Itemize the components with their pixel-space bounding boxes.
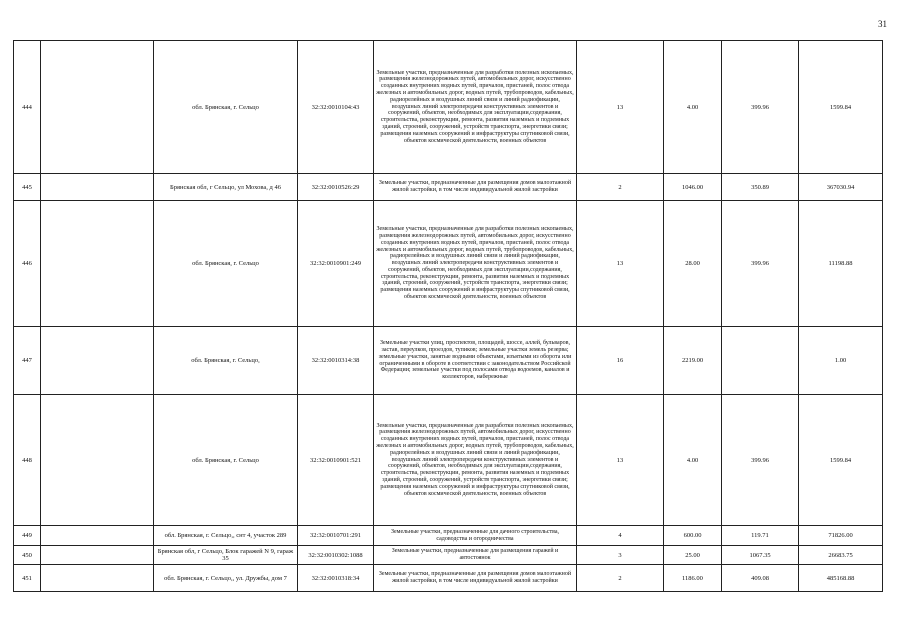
empty-cell bbox=[41, 526, 154, 546]
empty-cell bbox=[41, 546, 154, 565]
table-row bbox=[14, 41, 883, 174]
address-cell: обл. Брянская, г. Сельцо,, снт 4, участок 289 bbox=[154, 526, 298, 546]
empty-cell bbox=[41, 201, 154, 327]
permitted-use-cell: Земельные участки, предназначенные для размещения гаражей и автостоянок bbox=[374, 546, 577, 565]
cadastral-value-cell: 71826.00 bbox=[799, 526, 883, 546]
cadastral-value-cell: 26683.75 bbox=[799, 546, 883, 565]
specific-value-cell bbox=[722, 327, 799, 395]
specific-value-cell: 119.71 bbox=[722, 526, 799, 546]
use-group-code-cell: 2 bbox=[577, 174, 664, 201]
cadastral-number-cell: 32:32:0010901:521 bbox=[298, 395, 374, 526]
cadastral-value-cell: 367030.94 bbox=[799, 174, 883, 201]
address-cell: обл. Брянская, г. Сельцо,, ул. Дружбы, дом 7 bbox=[154, 565, 298, 592]
area-cell: 25.00 bbox=[664, 546, 722, 565]
table-row bbox=[14, 526, 883, 546]
row-number: 450 bbox=[14, 546, 41, 565]
cadastral-value-cell: 11198.88 bbox=[799, 201, 883, 327]
use-group-code-cell: 13 bbox=[577, 201, 664, 327]
specific-value-cell: 1067.35 bbox=[722, 546, 799, 565]
permitted-use-cell: Земельные участки, предназначенные для размещения домов малоэтажной жилой застройки, в том числе индивидуальной жилой застройки bbox=[374, 174, 577, 201]
permitted-use-cell: Земельные участки, предназначенные для разработки полезных ископаемых, размещения железнодорожных путей, автомобильных дорог, искусственно созданных внутренних водных путей, причалов, пристаней, полос отвода железных и автомобильных дорог, водных путей, трубопроводов, кабельных, радиорелейных и воздушных линий связи и линий радиофикации, воздушных линий электропередачи конструктивных элементов и сооружений, объектов, необходимых для эксплуатации,содержания, строительства, реконструкции, ремонта, развития наземных и подземных зданий, строений, сооружений, устройств транспорта, энергетики связи; размещения наземных сооружений и инфраструктуры спутниковой связи, объектов космической деятельности, военных объектов bbox=[374, 395, 577, 526]
address-cell: Брянская обл, г Сельцо, ул Мохова, д 46 bbox=[154, 174, 298, 201]
permitted-use-cell: Земельные участки, предназначенные для разработки полезных ископаемых, размещения железнодорожных путей, автомобильных дорог, искусственно созданных внутренних водных путей, причалов, пристаней, полос отвода железных и автомобильных дорог, водных путей, трубопроводов, кабельных, радиорелейных и воздушных линий связи и линий радиофикации, воздушных линий электропередачи конструктивных элементов и сооружений, объектов, необходимых для эксплуатации,содержания, строительства, реконструкции, ремонта, развития наземных и подземных зданий, строений, сооружений, устройств транспорта, энергетики связи; размещения наземных сооружений и инфраструктуры спутниковой связи, объектов космической деятельности, военных объектов bbox=[374, 41, 577, 174]
cadastral-number-cell: 32:32:0010314:38 bbox=[298, 327, 374, 395]
permitted-use-cell: Земельные участки, предназначенные для размещения домов малоэтажной жилой застройки, в том числе индивидуальной жилой застройки bbox=[374, 565, 577, 592]
cadastral-number-cell: 32:32:0010526:29 bbox=[298, 174, 374, 201]
address-cell: Брянская обл, г Сельцо, Блок гаражей N 9, гараж 35 bbox=[154, 546, 298, 565]
permitted-use-cell: Земельные участки, предназначенные для разработки полезных ископаемых, размещения железнодорожных путей, автомобильных дорог, искусственно созданных внутренних водных путей, причалов, пристаней, полос отвода железных и автомобильных дорог, водных путей, трубопроводов, кабельных, радиорелейных и воздушных линий связи и линий радиофикации, воздушных линий электропередачи конструктивных элементов и сооружений, объектов, необходимых для эксплуатации,содержания, строительства, реконструкции, ремонта, развития наземных и подземных зданий, строений, сооружений, устройств транспорта, энергетики связи; размещения наземных сооружений и инфраструктуры спутниковой связи, объектов космической деятельности, военных объектов bbox=[374, 201, 577, 327]
specific-value-cell: 350.89 bbox=[722, 174, 799, 201]
area-cell: 4.00 bbox=[664, 395, 722, 526]
use-group-code-cell: 3 bbox=[577, 546, 664, 565]
table-row bbox=[14, 546, 883, 565]
use-group-code-cell: 13 bbox=[577, 395, 664, 526]
row-number: 444 bbox=[14, 41, 41, 174]
row-number: 446 bbox=[14, 201, 41, 327]
address-cell: обл. Брянская, г. Сельцо bbox=[154, 41, 298, 174]
cadastral-number-cell: 32:32:0010901:249 bbox=[298, 201, 374, 327]
cadastral-number-cell: 32:32:0010701:291 bbox=[298, 526, 374, 546]
specific-value-cell: 399.96 bbox=[722, 41, 799, 174]
empty-cell bbox=[41, 41, 154, 174]
row-number: 448 bbox=[14, 395, 41, 526]
use-group-code-cell: 4 bbox=[577, 526, 664, 546]
cadastral-number-cell: 32:32:0010104:43 bbox=[298, 41, 374, 174]
address-cell: обл. Брянская, г. Сельцо bbox=[154, 395, 298, 526]
area-cell: 1186.00 bbox=[664, 565, 722, 592]
table-row bbox=[14, 395, 883, 526]
cadastral-value-cell: 1599.84 bbox=[799, 395, 883, 526]
specific-value-cell: 399.96 bbox=[722, 395, 799, 526]
row-number: 449 bbox=[14, 526, 41, 546]
empty-cell bbox=[41, 565, 154, 592]
row-number: 447 bbox=[14, 327, 41, 395]
row-number: 451 bbox=[14, 565, 41, 592]
specific-value-cell: 409.08 bbox=[722, 565, 799, 592]
permitted-use-cell: Земельные участки улиц, проспектов, площадей, шоссе, аллей, бульваров, застав, переулков, проездов, тупиков; земельные участки земель резерва; земельные участки, занятые водными объектами, изъятыми из оборота или ограниченными в обороте в соответствии с законодательством Российской Федерации; земельные участки под полосами отвода водоемов, каналов и коллекторов, набережные bbox=[374, 327, 577, 395]
table-row bbox=[14, 327, 883, 395]
cadastral-number-cell: 32:32:0010302:1088 bbox=[298, 546, 374, 565]
cadastral-number-cell: 32:32:0010318:34 bbox=[298, 565, 374, 592]
cadastral-value-cell: 1599.84 bbox=[799, 41, 883, 174]
table-row bbox=[14, 565, 883, 592]
empty-cell bbox=[41, 174, 154, 201]
cadastral-value-cell: 1.00 bbox=[799, 327, 883, 395]
table-row bbox=[14, 201, 883, 327]
address-cell: обл. Брянская, г. Сельцо bbox=[154, 201, 298, 327]
use-group-code-cell: 2 bbox=[577, 565, 664, 592]
area-cell: 4.00 bbox=[664, 41, 722, 174]
table-row bbox=[14, 174, 883, 201]
address-cell: обл. Брянская, г. Сельцо, bbox=[154, 327, 298, 395]
cadastral-value-cell: 485168.88 bbox=[799, 565, 883, 592]
area-cell: 600.00 bbox=[664, 526, 722, 546]
area-cell: 28.00 bbox=[664, 201, 722, 327]
use-group-code-cell: 16 bbox=[577, 327, 664, 395]
empty-cell bbox=[41, 327, 154, 395]
use-group-code-cell: 13 bbox=[577, 41, 664, 174]
row-number: 445 bbox=[14, 174, 41, 201]
area-cell: 1046.00 bbox=[664, 174, 722, 201]
empty-cell bbox=[41, 395, 154, 526]
area-cell: 2219.00 bbox=[664, 327, 722, 395]
page-number: 31 bbox=[878, 19, 887, 29]
permitted-use-cell: Земельные участки, предназначенные для дачного строительства, садоводства и огородничества bbox=[374, 526, 577, 546]
specific-value-cell: 399.96 bbox=[722, 201, 799, 327]
land-plot-registry-table bbox=[13, 40, 883, 592]
